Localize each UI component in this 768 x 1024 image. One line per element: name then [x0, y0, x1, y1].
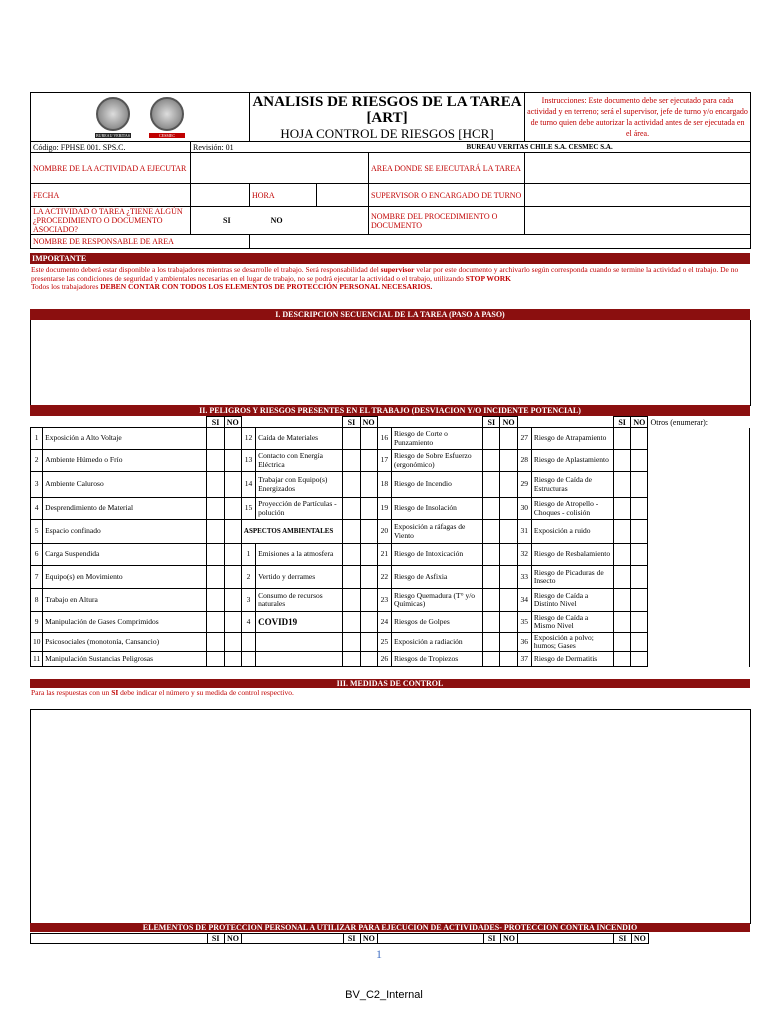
risk-no-checkbox[interactable]: [360, 544, 377, 566]
otros-field[interactable]: [648, 450, 750, 472]
risk-no-checkbox[interactable]: [631, 520, 648, 544]
risk-no-checkbox[interactable]: [631, 450, 648, 472]
otros-field[interactable]: [648, 498, 750, 520]
risk-label: Vertido y derrames: [256, 566, 343, 589]
risk-no-checkbox[interactable]: [360, 612, 377, 633]
risk-no-checkbox[interactable]: [224, 633, 241, 652]
risk-label: COVID19: [256, 612, 343, 633]
risk-label: Riesgo de Atropello - Choques - colisión: [531, 498, 613, 520]
risk-label: Carga Suspendida: [43, 544, 207, 566]
risk-si-checkbox[interactable]: [343, 544, 360, 566]
risk-number: 23: [377, 589, 391, 612]
risk-no-checkbox[interactable]: [631, 498, 648, 520]
important-text: [31, 266, 747, 292]
risk-no-checkbox[interactable]: [500, 498, 517, 520]
risk-no-checkbox[interactable]: [631, 472, 648, 498]
risk-number: 37: [517, 652, 531, 667]
important-bold-3: DEBEN CONTAR CON TODOS LOS ELEMENTOS DE PROTECCIÓN PERSONAL NECESARIOS.: [100, 282, 433, 291]
control-note-a: Para las respuestas con un: [31, 688, 110, 697]
risk-si-checkbox[interactable]: [207, 652, 224, 667]
risk-number: 22: [377, 566, 391, 589]
risk-si-checkbox[interactable]: [343, 428, 360, 450]
risk-si-checkbox[interactable]: [483, 633, 500, 652]
hour-label: HORA: [250, 184, 317, 207]
risk-si-checkbox[interactable]: [343, 612, 360, 633]
si-option[interactable]: SI: [223, 216, 231, 225]
risk-number: 24: [377, 612, 391, 633]
risk-number: 13: [241, 450, 255, 472]
risk-no-checkbox[interactable]: [631, 566, 648, 589]
risk-si-checkbox[interactable]: [343, 652, 360, 667]
risk-number: 15: [241, 498, 255, 520]
risk-si-checkbox[interactable]: [343, 520, 360, 544]
risk-no-checkbox[interactable]: [500, 450, 517, 472]
risk-si-checkbox[interactable]: [483, 472, 500, 498]
risk-no-checkbox[interactable]: [360, 472, 377, 498]
risk-number: 21: [377, 544, 391, 566]
risk-label: Riesgo de Picaduras de Insecto: [531, 566, 613, 589]
risk-number: 27: [517, 428, 531, 450]
risk-no-checkbox[interactable]: [360, 566, 377, 589]
risk-no-checkbox[interactable]: [224, 589, 241, 612]
risk-si-checkbox[interactable]: [207, 520, 224, 544]
risk-si-checkbox[interactable]: [483, 544, 500, 566]
risk-number: 3: [31, 472, 43, 498]
risk-label: [256, 652, 343, 667]
no-header: NO: [631, 934, 648, 944]
si-header: SI: [483, 417, 500, 428]
risk-label: Riesgo de Incendio: [391, 472, 482, 498]
risk-label: Ambiente Caluroso: [43, 472, 207, 498]
risk-si-checkbox[interactable]: [483, 450, 500, 472]
risk-label: Ambiente Húmedo o Frío: [43, 450, 207, 472]
important-text-2: velar por este documento y archivarlo según corresponda cuando se termine la actividad o el trabajo. De no presentarse las condiciones de seguridad y ambientales necesarias en el lugar de trabajo, no se podrá ejecutar la actividad o el trabajo, utilizando: [31, 265, 739, 283]
important-text-3: Todos los trabajadores: [31, 282, 99, 291]
cesmec-logo: CESMEC: [149, 97, 185, 138]
risk-si-checkbox[interactable]: [483, 612, 500, 633]
risk-number: 8: [31, 589, 43, 612]
risk-label: Caída de Materiales: [256, 428, 343, 450]
risk-label: Riesgos de Tropiezos: [391, 652, 482, 667]
risk-number: [241, 633, 255, 652]
risk-number: 4: [241, 612, 255, 633]
no-header: NO: [500, 934, 517, 944]
risk-si-checkbox[interactable]: [207, 612, 224, 633]
risk-si-checkbox[interactable]: [207, 566, 224, 589]
header-table: [30, 92, 751, 249]
area-field[interactable]: [525, 153, 751, 184]
risk-no-checkbox[interactable]: [360, 633, 377, 652]
otros-field[interactable]: [648, 520, 750, 544]
risk-si-checkbox[interactable]: [614, 633, 631, 652]
risk-number: 35: [517, 612, 531, 633]
si-header: SI: [207, 417, 224, 428]
control-measures-area[interactable]: [30, 709, 751, 924]
risk-label: Riesgo de Caída a Distinto Nivel: [531, 589, 613, 612]
risk-si-checkbox[interactable]: [614, 472, 631, 498]
risk-no-checkbox[interactable]: [500, 612, 517, 633]
risk-no-checkbox[interactable]: [224, 450, 241, 472]
risk-si-checkbox[interactable]: [614, 520, 631, 544]
risk-si-checkbox[interactable]: [483, 498, 500, 520]
risk-number: 17: [377, 450, 391, 472]
otros-field[interactable]: [648, 633, 750, 652]
risk-number: [241, 652, 255, 667]
task-description-area[interactable]: [30, 320, 751, 406]
risk-label: [256, 633, 343, 652]
risk-label: Riesgo de Dermatitis: [531, 652, 613, 667]
risk-label: Riesgos de Golpes: [391, 612, 482, 633]
risk-label: Psicosociales (monotonía, Cansancio): [43, 633, 207, 652]
risk-label: Riesgo de Resbalamiento: [531, 544, 613, 566]
risk-si-checkbox[interactable]: [483, 566, 500, 589]
risk-si-checkbox[interactable]: [207, 589, 224, 612]
procedure-answer[interactable]: [191, 207, 369, 235]
risk-number: 1: [31, 428, 43, 450]
si-header: SI: [614, 417, 631, 428]
risk-no-checkbox[interactable]: [631, 612, 648, 633]
risk-label: Trabajo en Altura: [43, 589, 207, 612]
otros-field[interactable]: [648, 472, 750, 498]
otros-field[interactable]: [648, 428, 750, 450]
risk-si-checkbox[interactable]: [207, 428, 224, 450]
risk-si-checkbox[interactable]: [207, 498, 224, 520]
document-title: ANALISIS DE RIESGOS DE LA TAREA [ART]: [252, 93, 522, 126]
risk-si-checkbox[interactable]: [207, 472, 224, 498]
risk-si-checkbox[interactable]: [614, 589, 631, 612]
risk-number: 33: [517, 566, 531, 589]
risk-number: 25: [377, 633, 391, 652]
risk-number: 14: [241, 472, 255, 498]
otros-field[interactable]: [648, 652, 750, 667]
section-4-header: ELEMENTOS DE PROTECCION PERSONAL A UTILIZAR PARA EJECUCION DE ACTIVIDADES- PROTECCION CONTRA INCENDIO: [30, 923, 750, 932]
risk-si-checkbox[interactable]: [614, 428, 631, 450]
risk-label: Riesgo de Aplastamiento: [531, 450, 613, 472]
risk-si-checkbox[interactable]: [483, 652, 500, 667]
risk-no-checkbox[interactable]: [500, 589, 517, 612]
risk-number: 29: [517, 472, 531, 498]
risk-no-checkbox[interactable]: [360, 428, 377, 450]
hour-field[interactable]: [317, 184, 369, 207]
risk-si-checkbox[interactable]: [343, 633, 360, 652]
section-3-header: III. MEDIDAS DE CONTROL: [30, 679, 750, 688]
risk-number: 2: [241, 566, 255, 589]
risk-label: Exposición a Alto Voltaje: [43, 428, 207, 450]
risk-label: Riesgo de Corte o Punzamiento: [391, 428, 482, 450]
risk-si-checkbox[interactable]: [614, 498, 631, 520]
risk-no-checkbox[interactable]: [224, 498, 241, 520]
risk-label: Riesgo de Asfixia: [391, 566, 482, 589]
si-header: SI: [343, 934, 360, 944]
risk-no-checkbox[interactable]: [500, 544, 517, 566]
risk-label: Riesgo de Insolación: [391, 498, 482, 520]
risk-number: 20: [377, 520, 391, 544]
risk-si-checkbox[interactable]: [207, 450, 224, 472]
ppe-item-field[interactable]: [378, 934, 484, 944]
page-number: 1: [376, 947, 382, 961]
risk-number: 4: [31, 498, 43, 520]
risk-label: Riesgo de Atrapamiento: [531, 428, 613, 450]
otros-field[interactable]: [648, 589, 750, 612]
no-header: NO: [360, 417, 377, 428]
risk-no-checkbox[interactable]: [360, 520, 377, 544]
risk-si-checkbox[interactable]: [207, 633, 224, 652]
risk-no-checkbox[interactable]: [360, 498, 377, 520]
risk-no-checkbox[interactable]: [631, 544, 648, 566]
risk-si-checkbox[interactable]: [343, 498, 360, 520]
si-header: SI: [483, 934, 500, 944]
title-cell: [250, 93, 525, 142]
section-1-header: I. DESCRIPCION SECUENCIAL DE LA TAREA (PASO A PASO): [30, 309, 750, 320]
otros-field[interactable]: [648, 612, 750, 633]
logos: [31, 93, 250, 142]
procedure-name-label: NOMBRE DEL PROCEDIMIENTO O DOCUMENTO: [369, 207, 525, 235]
responsible-label: NOMBRE DE RESPONSABLE DE AREA: [31, 235, 250, 249]
procedure-name-field[interactable]: [525, 207, 751, 235]
risk-label: Manipulación de Gases Comprimidos: [43, 612, 207, 633]
risk-no-checkbox[interactable]: [500, 520, 517, 544]
risk-number: 18: [377, 472, 391, 498]
risk-no-checkbox[interactable]: [224, 652, 241, 667]
no-option[interactable]: NO: [270, 216, 283, 225]
risk-no-checkbox[interactable]: [500, 633, 517, 652]
risk-no-checkbox[interactable]: [631, 652, 648, 667]
risk-label: Exposición a polvo; humos; Gases: [531, 633, 613, 652]
no-header: NO: [224, 417, 241, 428]
risk-number: 3: [241, 589, 255, 612]
risk-no-checkbox[interactable]: [360, 450, 377, 472]
responsible-field[interactable]: [250, 235, 751, 249]
document-code: Código: FPHSE 001. SPS.C.: [31, 142, 191, 153]
risk-label: Equipo(s) en Movimiento: [43, 566, 207, 589]
environmental-aspects-heading: ASPECTOS AMBIENTALES: [241, 520, 342, 544]
risk-label: Riesgo de Caída a Mismo Nivel: [531, 612, 613, 633]
risk-number: 19: [377, 498, 391, 520]
no-header: NO: [360, 934, 377, 944]
risk-no-checkbox[interactable]: [631, 428, 648, 450]
risk-number: 11: [31, 652, 43, 667]
risk-si-checkbox[interactable]: [614, 544, 631, 566]
otros-label: Otros (enumerar):: [650, 417, 709, 427]
control-note-b: debe indicar el número y su medida de control respectivo.: [120, 688, 294, 697]
risk-number: 32: [517, 544, 531, 566]
risk-no-checkbox[interactable]: [224, 472, 241, 498]
risk-grid: [30, 416, 750, 667]
risk-label: Espacio confinado: [43, 520, 207, 544]
risk-si-checkbox[interactable]: [343, 450, 360, 472]
risk-label: Exposición a ráfagas de Viento: [391, 520, 482, 544]
activity-name-label: NOMBRE DE LA ACTIVIDAD A EJECUTAR: [31, 153, 191, 184]
company-name: BUREAU VERITAS CHILE S.A. CESMEC S.A.: [317, 142, 751, 153]
si-header: SI: [614, 934, 631, 944]
risk-no-checkbox[interactable]: [500, 472, 517, 498]
risk-number: 34: [517, 589, 531, 612]
section-2-header: II. PELIGROS Y RIESGOS PRESENTES EN EL TRABAJO (DESVIACION Y/O INCIDENTE POTENCIAL): [30, 405, 750, 416]
risk-number: 28: [517, 450, 531, 472]
ppe-item-field[interactable]: [242, 934, 343, 944]
risk-si-checkbox[interactable]: [614, 450, 631, 472]
risk-label: Desprendimiento de Material: [43, 498, 207, 520]
si-header: SI: [207, 934, 224, 944]
risk-label: Exposición a radiación: [391, 633, 482, 652]
risk-number: 9: [31, 612, 43, 633]
risk-number: 12: [241, 428, 255, 450]
risk-label: Proyección de Partículas - polución: [256, 498, 343, 520]
risk-si-checkbox[interactable]: [343, 472, 360, 498]
bureau-veritas-logo: BUREAU VERITAS: [95, 97, 131, 138]
risk-no-checkbox[interactable]: [224, 544, 241, 566]
risk-si-checkbox[interactable]: [614, 652, 631, 667]
risk-si-checkbox[interactable]: [483, 428, 500, 450]
risk-si-checkbox[interactable]: [483, 520, 500, 544]
date-label: FECHA: [31, 184, 191, 207]
si-header: SI: [343, 417, 360, 428]
risk-label: Contacto con Energía Eléctrica: [256, 450, 343, 472]
risk-label: Riesgo Quemadura (T° y/o Químicas): [391, 589, 482, 612]
date-field[interactable]: [191, 184, 250, 207]
ppe-item-field[interactable]: [518, 934, 614, 944]
risk-no-checkbox[interactable]: [360, 589, 377, 612]
risk-label: Emisiones a la atmosfera: [256, 544, 343, 566]
control-note: [31, 689, 294, 698]
risk-number: 10: [31, 633, 43, 652]
risk-number: 16: [377, 428, 391, 450]
activity-name-field[interactable]: [191, 153, 369, 184]
important-title: IMPORTANTE: [30, 253, 750, 264]
control-note-bold: SI: [111, 688, 119, 697]
risk-si-checkbox[interactable]: [483, 589, 500, 612]
risk-label: Manipulación Sustancias Peligrosas: [43, 652, 207, 667]
important-bold-1: supervisor: [380, 265, 415, 274]
risk-number: 6: [31, 544, 43, 566]
ppe-item-field[interactable]: [31, 934, 208, 944]
otros-field[interactable]: [648, 566, 750, 589]
risk-no-checkbox[interactable]: [360, 652, 377, 667]
risk-no-checkbox[interactable]: [224, 428, 241, 450]
revision: Revisión: 01: [191, 142, 317, 153]
risk-label: Riesgo de Sobre Esfuerzo (ergonómico): [391, 450, 482, 472]
risk-number: 31: [517, 520, 531, 544]
no-header: NO: [224, 934, 241, 944]
risk-no-checkbox[interactable]: [500, 652, 517, 667]
risk-no-checkbox[interactable]: [224, 612, 241, 633]
procedure-question: LA ACTIVIDAD O TAREA ¿TIENE ALGÚN ¿PROCEDIMIENTO O DOCUMENTO ASOCIADO?: [31, 207, 191, 235]
area-label: AREA DONDE SE EJECUTARÁ LA TAREA: [369, 153, 525, 184]
risk-no-checkbox[interactable]: [631, 633, 648, 652]
risk-label: Exposición a ruido: [531, 520, 613, 544]
risk-label: Trabajar con Equipo(s) Energizados: [256, 472, 343, 498]
document-subtitle: HOJA CONTROL DE RIESGOS [HCR]: [280, 125, 494, 141]
no-header: NO: [500, 417, 517, 428]
risk-no-checkbox[interactable]: [224, 566, 241, 589]
risk-label: Riesgo de Caída de Estructuras: [531, 472, 613, 498]
supervisor-field[interactable]: [525, 184, 751, 207]
risk-no-checkbox[interactable]: [631, 589, 648, 612]
risk-no-checkbox[interactable]: [224, 520, 241, 544]
risk-no-checkbox[interactable]: [500, 428, 517, 450]
instructions: Instrucciones: Este documento debe ser ejecutado para cada actividad y en terreno; será el supervisor, jefe de turno y/o encargado de turno quien debe autorizar la actividad antes de ser ejecutada en el área.: [525, 93, 751, 142]
important-bold-2: STOP WORK: [465, 273, 511, 283]
risk-si-checkbox[interactable]: [614, 566, 631, 589]
risk-no-checkbox[interactable]: [500, 566, 517, 589]
risk-number: 30: [517, 498, 531, 520]
ppe-grid: [30, 933, 750, 944]
supervisor-label: SUPERVISOR O ENCARGADO DE TURNO: [369, 184, 525, 207]
risk-number: 5: [31, 520, 43, 544]
otros-field[interactable]: [648, 544, 750, 566]
risk-si-checkbox[interactable]: [207, 544, 224, 566]
risk-number: 36: [517, 633, 531, 652]
risk-number: 1: [241, 544, 255, 566]
risk-si-checkbox[interactable]: [343, 566, 360, 589]
risk-number: 7: [31, 566, 43, 589]
important-text-1: Este documento deberá estar disponible a los trabajadores mientras se desarrolle el trabajo. Será responsabilidad del: [31, 265, 379, 274]
risk-number: 2: [31, 450, 43, 472]
risk-label: Consumo de recursos naturales: [256, 589, 343, 612]
risk-si-checkbox[interactable]: [614, 612, 631, 633]
classification-label: BV_C2_Internal: [345, 989, 423, 1001]
risk-label: Riesgo de Intoxicación: [391, 544, 482, 566]
risk-si-checkbox[interactable]: [343, 589, 360, 612]
risk-number: 26: [377, 652, 391, 667]
no-header: NO: [631, 417, 648, 428]
